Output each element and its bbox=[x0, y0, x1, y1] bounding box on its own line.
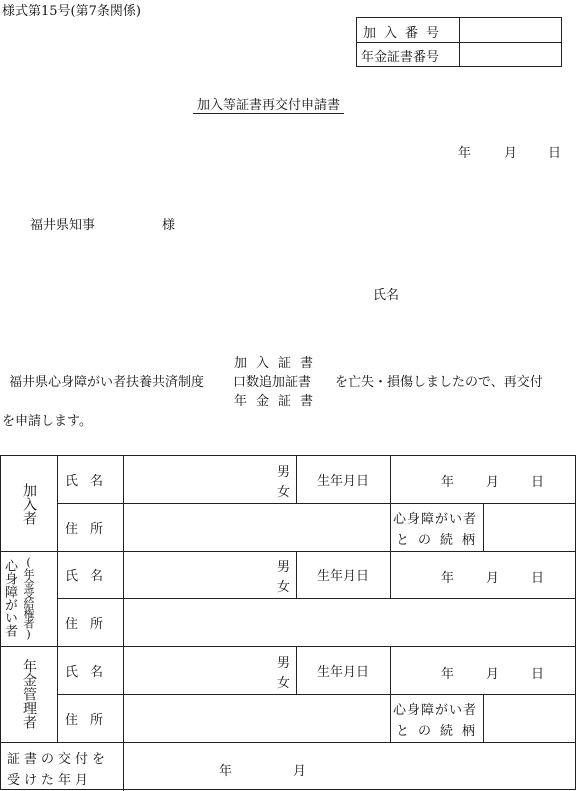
enrollee-birth-month: 月 bbox=[486, 475, 500, 490]
body-line1-before: 福井県心身障がい者扶養共済制度 bbox=[9, 375, 205, 390]
section-disabled-sub-wrap bbox=[23, 556, 34, 644]
manager-male[interactable]: 男 bbox=[277, 656, 291, 671]
section-manager bbox=[1, 646, 57, 742]
enrollee-address-label: 住所 bbox=[64, 521, 115, 537]
enrollee-relation-field[interactable] bbox=[485, 506, 573, 548]
enrollee-name-field[interactable] bbox=[126, 459, 294, 499]
issued-date-field[interactable] bbox=[126, 745, 574, 788]
application-table bbox=[0, 455, 576, 790]
cert-option-enrollment: 加入証書 bbox=[234, 356, 323, 371]
manager-relation-line2: との続柄 bbox=[396, 724, 485, 739]
body-line2: を申請します。 bbox=[2, 414, 92, 429]
enrollee-birth-day: 日 bbox=[531, 475, 545, 490]
enrollee-birth-year: 年 bbox=[441, 475, 455, 490]
disabled-birthdate-label: 生年月日 bbox=[316, 569, 369, 584]
manager-address-field[interactable] bbox=[126, 697, 388, 739]
date-year: 年 bbox=[458, 146, 472, 161]
enrollee-relation-line1: 心身障がい者 bbox=[393, 512, 478, 527]
manager-address-label: 住所 bbox=[64, 712, 115, 728]
addressee-name: 福井県知事 bbox=[30, 218, 96, 233]
section-disabled-label: 心身障がい者 bbox=[2, 559, 17, 637]
enrollee-birthdate-label: 生年月日 bbox=[316, 474, 369, 489]
pension-cert-number-label: 年金証書番号 bbox=[361, 50, 440, 65]
enrollee-name-label: 氏名 bbox=[64, 474, 115, 489]
issued-label-line1: 証書の交付を bbox=[7, 752, 110, 767]
enrollee-male[interactable]: 男 bbox=[277, 465, 291, 480]
body-line1-after: を亡失・損傷しましたので、再交付 bbox=[335, 375, 543, 390]
section-enrollee-label: 加入者 bbox=[21, 482, 37, 525]
section-disabled bbox=[3, 559, 16, 641]
section-disabled-sub: (年金受給権者) bbox=[22, 556, 35, 640]
enrollee-female[interactable]: 女 bbox=[277, 485, 291, 500]
form-number: 様式第15号(第7条関係) bbox=[2, 4, 141, 19]
issued-year: 年 bbox=[219, 764, 233, 779]
enrollee-address-field[interactable] bbox=[126, 506, 388, 548]
disabled-name-label: 氏名 bbox=[64, 569, 115, 584]
enrollment-number-field[interactable] bbox=[461, 18, 561, 41]
manager-relation-line1: 心身障がい者 bbox=[393, 703, 478, 718]
disabled-name-field[interactable] bbox=[126, 554, 294, 594]
enrollment-number-label: 加入番号 bbox=[363, 26, 448, 41]
enrollee-relation-line2: との続柄 bbox=[396, 533, 485, 548]
disabled-birth-month: 月 bbox=[486, 571, 500, 586]
date-day: 日 bbox=[548, 146, 562, 161]
manager-relation-field[interactable] bbox=[485, 697, 573, 739]
cert-option-pension: 年金証書 bbox=[234, 394, 323, 409]
disabled-address-field[interactable] bbox=[126, 601, 574, 643]
issued-month: 月 bbox=[293, 764, 307, 779]
manager-name-label: 氏名 bbox=[64, 664, 115, 680]
page-title: 加入等証書再交付申請書 bbox=[193, 94, 344, 114]
date-month: 月 bbox=[504, 146, 518, 161]
disabled-female[interactable]: 女 bbox=[277, 580, 291, 595]
addressee-honorific: 様 bbox=[162, 218, 176, 233]
pension-cert-number-field[interactable] bbox=[461, 43, 561, 66]
disabled-male[interactable]: 男 bbox=[277, 560, 291, 575]
manager-birth-year: 年 bbox=[441, 667, 455, 682]
applicant-name-label: 氏名 bbox=[373, 288, 400, 303]
manager-birthdate-label: 生年月日 bbox=[316, 664, 369, 680]
manager-birth-day: 日 bbox=[531, 667, 545, 682]
number-box bbox=[356, 17, 562, 67]
disabled-address-label: 住所 bbox=[64, 616, 115, 632]
issued-label-line2: 受けた年月 bbox=[7, 773, 93, 788]
manager-female[interactable]: 女 bbox=[277, 676, 291, 691]
manager-name-field[interactable] bbox=[126, 649, 294, 691]
section-enrollee bbox=[1, 456, 57, 551]
cert-option-additional: 口数追加証書 bbox=[233, 375, 312, 390]
disabled-birth-day: 日 bbox=[531, 571, 545, 586]
section-manager-label: 年金管理者 bbox=[21, 659, 37, 729]
disabled-birth-year: 年 bbox=[441, 571, 455, 586]
manager-birth-month: 月 bbox=[486, 667, 500, 682]
